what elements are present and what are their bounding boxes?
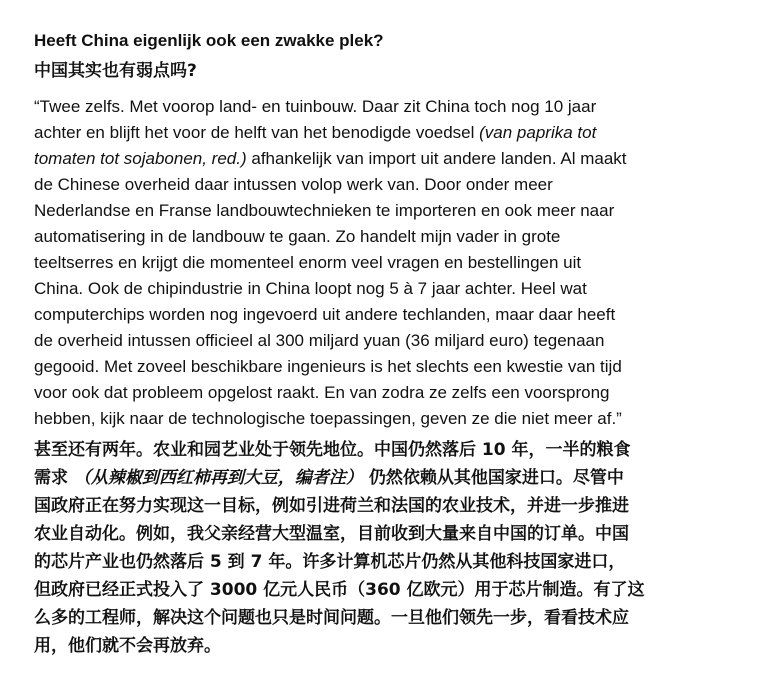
question-chinese: 中国其实也有弱点吗? (34, 61, 197, 81)
answer-dutch-line: China. Ook de chipindustrie in China loopt nog 5 à 7 jaar achter. Heel wat (34, 279, 587, 298)
answer-dutch-line: gegooid. Met zoveel beschikbare ingenieurs is het slechts een kwestie van tijd (34, 357, 622, 376)
answer-dutch-line: “Twee zelfs. Met voorop land- en tuinbouw. Daar zit China toch nog 10 jaar (34, 97, 597, 116)
answer-chinese-line: 需求 （从辣椒到西红柿再到大豆，编者注） 仍然依赖从其他国家进口。尽管中 (34, 468, 624, 488)
editor-note: tomaten tot sojabonen, red.) (34, 149, 247, 168)
answer-chinese-line: 国政府正在努力实现这一目标，例如引进荷兰和法国的农业技术，并进一步推进 (34, 496, 629, 516)
answer-dutch-line: achter en blijft het voor de helft van het benodigde voedsel (van paprika tot (34, 123, 597, 142)
answer-chinese-line: 的芯片产业也仍然落后 5 到 7 年。许多计算机芯片仍然从其他科技国家进口， (34, 552, 626, 572)
answer-chinese-line: 甚至还有两年。农业和园艺业处于领先地位。中国仍然落后 10 年，一半的粮食 (34, 440, 631, 460)
answer-dutch-line: tomaten tot sojabonen, red.) afhankelijk van import uit andere landen. Al maakt (34, 149, 627, 168)
answer-dutch-line: hebben, kijk naar de technologische toepassingen, geven ze die niet meer af.” (34, 409, 622, 428)
answer-dutch-line: teeltserres en krijgt die momenteel enorm veel vragen en bestellingen uit (34, 253, 582, 272)
answer-chinese-line: 么多的工程师，解决这个问题也只是时间问题。一旦他们领先一步，看看技术应 (34, 608, 629, 628)
answer-chinese-line: 但政府已经正式投入了 3000 亿元人民币（360 亿欧元）用于芯片制造。有了这 (34, 580, 645, 600)
answer-dutch-line: Nederlandse en Franse landbouwtechnieken te importeren en ook meer naar (34, 201, 615, 220)
answer-chinese-line: 用，他们就不会再放弃。 (34, 636, 221, 656)
question-dutch: Heeft China eigenlijk ook een zwakke plek? (34, 31, 384, 50)
answer-dutch-line: automatisering in de landbouw te gaan. Zo handelt mijn vader in grote (34, 227, 561, 246)
answer-dutch-line: de overheid intussen officieel al 300 miljard yuan (36 miljard euro) tegenaan (34, 331, 605, 350)
answer-dutch-line: voor ook dat probleem opgelost raakt. En van zodra ze zelfs een voorsprong (34, 383, 610, 402)
answer-chinese (34, 436, 664, 660)
answer-chinese-line: 农业自动化。例如，我父亲经营大型温室，目前收到大量来自中国的订单。中国 (34, 524, 629, 544)
answer-dutch (34, 94, 664, 432)
article (34, 28, 664, 660)
editor-note: (van paprika tot (479, 123, 597, 142)
answer-dutch-line: computerchips worden nog ingevoerd uit andere techlanden, maar daar heeft (34, 305, 616, 324)
editor-note: （从辣椒到西红柿再到大豆，编者注） (73, 468, 363, 488)
answer-dutch-line: de Chinese overheid daar intussen volop werk van. Door onder meer (34, 175, 553, 194)
